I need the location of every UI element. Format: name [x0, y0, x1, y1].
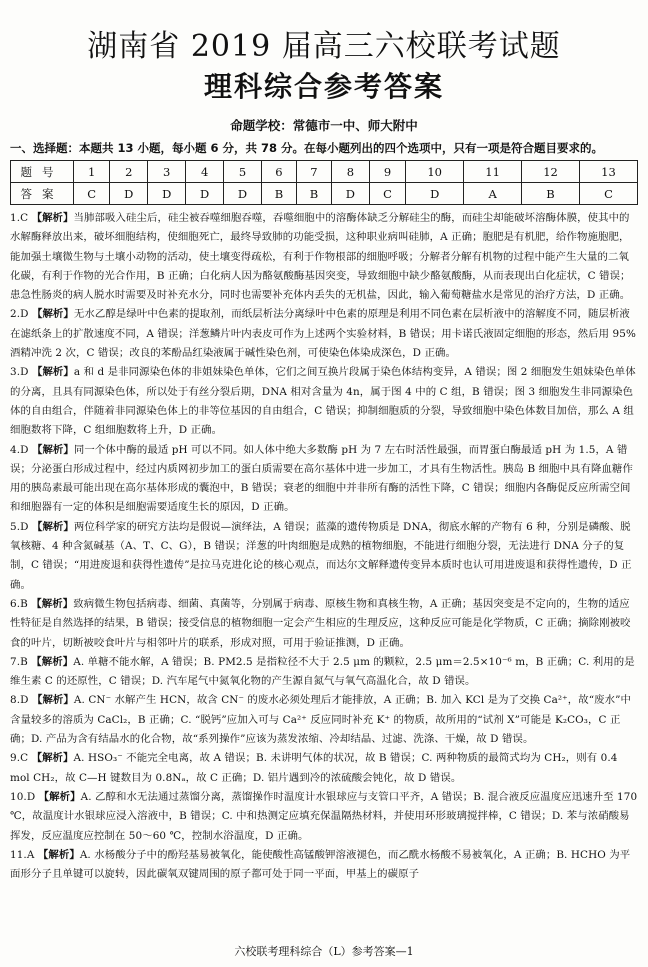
table-cell: 1: [74, 161, 110, 183]
question-answer: 11.A: [10, 848, 38, 861]
analysis-tag: 【解析】: [37, 848, 80, 861]
question-answer: 1.C: [10, 212, 32, 224]
explanation-item: [10, 305, 638, 363]
table-cell: 4: [186, 161, 224, 183]
explanation-item: [10, 846, 638, 885]
table-row-numbers: [11, 161, 638, 183]
table-cell: 10: [406, 161, 464, 183]
explanation-item: [10, 653, 638, 692]
question-answer: 8.D: [10, 694, 32, 707]
explanations: [10, 209, 638, 884]
explanation-item: [10, 363, 638, 440]
analysis-tag: 【解析】: [31, 597, 74, 610]
explanation-text: A. CN⁻ 水解产生 HCN，故含 CN⁻ 的废水必须处理后才能排放，A 正确；B. 加入 KCl 是为了交换 Ca²⁺，故“废水”中含量较多的溶质为 CaCl₂，B 正确；C. “脱钙”应加入可与 Ca²⁺ 反应同时补充 K⁺ 的物质，故所用的“试剂 X”可能是 K₂CO₃，C 正确；D. 产品为含有结晶水的化合物，故“系列操作”应该为蒸发浓缩、冷却结晶、过滤、洗涤、干燥，故 D 错误。: [10, 694, 631, 746]
explanation-text: 当肺部吸入硅尘后，硅尘被吞噬细胞吞噬，吞噬细胞中的溶酶体缺乏分解硅尘的酶，而硅尘却能破坏溶酶体膜，使其中的水解酶释放出来，破坏细胞结构，使细胞死亡，最终导致肺的功能受损，这种职业病叫硅肺，A 正确；胞肥是有机肥，给作物施胞肥，能加强土壤微生物与土壤小动物的活动，使土壤变得疏松，有利于作物根部的细胞呼吸；分解者分解有机物的过程中能产生大量的二氧化碳，有利于作物的光合作用，B 正确；白化病人因为酪氨酸酶基因突变，导致细胞中缺少酪氨酸酶，从而表现出白化症状，C 错误；患急性肠炎的病人脱水时需要及时补充水分，同时也需要补充体内丢失的无机盐，因此，输入葡萄糖盐水是常见的治疗方法，D 正确。: [10, 212, 631, 302]
explanation-item: [10, 691, 638, 749]
table-cell: 9: [369, 161, 405, 183]
table-cell: 13: [579, 161, 637, 183]
analysis-tag: 【解析】: [31, 752, 74, 765]
table-cell: D: [331, 183, 369, 205]
explanation-text: A. HSO₃⁻ 不能完全电离，故 A 错误；B. 未讲明气体的状况，故 B 错误；C. 两种物质的最简式均为 CH₂，则有 0.4 mol CH₂，故 C—H 键数目为 0.8Nₐ，故 C 正确；D. 铝片遇到冷的浓硫酸会钝化，故 D 错误。: [10, 752, 618, 784]
explanation-text: 两位科学家的研究方法均是假说—演绎法，A 错误；蓝藻的遗传物质是 DNA，彻底水解的产物有 6 种，分别是磷酸、脱氧核糖、4 种含氮碱基（A、T、C、G），B 错误；洋葱的叶肉细胞是成熟的植物细胞，不能进行细胞分裂，无法进行 DNA 分子的复制，C 错误；“用进废退和获得性遗传”是拉马克进化论的核心观点，而达尔文解释遗传变异本质时也认可用进废退和获得性遗传，D 正确。: [10, 520, 632, 591]
table-cell: D: [110, 183, 148, 205]
analysis-tag: 【解析】: [31, 655, 74, 668]
table-cell: 8: [331, 161, 369, 183]
analysis-tag: 【解析】: [31, 366, 74, 379]
table-cell: 2: [110, 161, 148, 183]
table-cell: B: [261, 183, 296, 205]
table-cell: C: [74, 183, 110, 205]
explanation-text: A. 单糖不能水解，A 错误；B. PM2.5 是指粒径不大于 2.5 μm 的颗粒，2.5 μm＝2.5×10⁻⁶ m，B 正确；C. 利用的是维生素 C 的还原性，C 错误；D. 汽车尾气中氮氧化物的产生源自氮气与氧气高温化合，故 D 错误。: [10, 655, 635, 688]
table-cell: B: [296, 183, 331, 205]
school-info: 命题学校：常德市一中、师大附中: [230, 118, 418, 133]
question-answer: 7.B: [10, 655, 32, 668]
explanation-item: [10, 209, 638, 305]
question-answer: 3.D: [10, 366, 32, 379]
table-cell: A: [464, 183, 522, 205]
table-cell: C: [369, 183, 405, 205]
analysis-tag: 【解析】: [31, 443, 74, 456]
analysis-tag: 【解析】: [31, 308, 74, 321]
table-row-answers: [11, 183, 638, 205]
table-cell: D: [406, 183, 464, 205]
table-cell: 6: [261, 161, 296, 183]
explanation-text: A. 水杨酸分子中的酚羟基易被氧化，能使酸性高锰酸钾溶液褪色，而乙酰水杨酸不易被氧化，A 正确；B. HCHO 为平面形分子且单键可以旋转，因此碳氧双键周围的原子都可处于同一平面，甲基上的碳原子: [10, 848, 631, 881]
question-answer: 10.D: [10, 790, 39, 803]
question-answer: 9.C: [10, 752, 32, 765]
explanation-item: [10, 595, 638, 653]
explanation-text: 无水乙醇是绿叶中色素的提取剂，而纸层析法分离绿叶中色素的原理是利用不同色素在层析液中的溶解度不同，随层析液在滤纸条上的扩散速度不同，A 错误；洋葱鳞片叶内表皮可作为上述两个实验材料，B 错误；用卡诺氏液固定细胞的形态，然后用 95%酒精冲洗 2 次，C 错误；改良的苯酚品红染液属于碱性染色剂，可使染色体染成深色，D 正确。: [10, 308, 636, 360]
table-cell: D: [186, 183, 224, 205]
analysis-tag: 【解析】: [31, 694, 74, 707]
explanation-item: [10, 788, 638, 846]
row-label-number: 题号: [11, 161, 74, 183]
answer-table: [10, 160, 638, 205]
explanation-text: A. 乙醇和水无法通过蒸馏分离，蒸馏操作时温度计水银球应与支管口平齐，A 错误；B. 混合液反应温度应迅速升至 170 ℃，故温度计水银球应浸入溶液中，B 错误；C. 中和热测定应填充保温隔热材料，并使用环形玻璃搅拌棒，C 错误；D. 苯与浓硝酸易挥发，反应温度应控制在 50～60 ℃，控制水浴温度，D 正确。: [10, 790, 638, 842]
table-cell: D: [224, 183, 262, 205]
table-cell: 3: [148, 161, 186, 183]
explanation-text: 致病微生物包括病毒、细菌、真菌等，分别属于病毒、原核生物和真核生物，A 正确；基因突变是不定向的，生物的适应性特征是自然选择的结果，B 错误；接受信息的植物细胞一定会产生相应的生理反应，这种反应可能是化学物质，C 正确；摘除刚被咬食的叶片，切断被咬食叶片与相邻叶片的联系，形成对照，可用于验证推测，D 正确。: [10, 597, 631, 649]
explanation-item: [10, 441, 638, 518]
page-subtitle: 理科综合参考答案: [203, 70, 444, 103]
explanation-item: [10, 518, 638, 595]
section-heading: 一、选择题：本题共 13 小题，每小题 6 分，共 78 分。在每小题列出的四个选项中，只有一项是符合题目要求的。: [10, 141, 604, 155]
table-cell: 12: [522, 161, 580, 183]
table-cell: 5: [224, 161, 262, 183]
page-title: 湖南省 2019 届高三六校联考试题: [87, 29, 561, 64]
row-label-answer: 答案: [11, 183, 74, 205]
explanation-item: [10, 749, 638, 788]
question-answer: 2.D: [10, 308, 32, 321]
table-cell: D: [148, 183, 186, 205]
explanation-text: 同一个体中酶的最适 pH 可以不同。如人体中绝大多数酶 pH 为 7 左右时活性最强，而胃蛋白酶最适 pH 为 1.5，A 错误；分泌蛋白形成过程中，经过内质网初步加工的蛋白质需要在高尔基体中进一步加工，才具有生物活性。胰岛 B 细胞中具有降血糖作用的胰岛素最可能出现在高尔基体形成的囊泡中，B 错误；衰老的细胞中并非所有酶的活性下降，C 错误；细胞内各酶促反应所需空间和细胞器有一定的体积是细胞需要适度生长的原因，D 正确。: [10, 443, 633, 514]
explanation-text: a 和 d 是非同源染色体的非姐妹染色单体，它们之间互换片段属于染色体结构变异，A 错误；图 2 细胞发生姐妹染色单体的分离，且具有同源染色体，所以处于有丝分裂后期，DNA 相对含量为 4n，属于图 4 中的 C 组，B 错误；图 3 细胞发生非同源染色体的自由组合，伴随着非同源染色体上的非等位基因的自由组合，C 错误；抑制细胞质的分裂，导致细胞中染色体数目加倍，那么 A 组细胞数将下降，C 组细胞数将上升，D 正确。: [10, 366, 636, 437]
page-footer: 六校联考理科综合（L）参考答案—1: [234, 945, 414, 958]
table-cell: 11: [464, 161, 522, 183]
analysis-tag: 【解析】: [38, 790, 81, 803]
question-answer: 4.D: [10, 443, 32, 456]
question-answer: 5.D: [10, 520, 32, 533]
table-cell: 7: [296, 161, 331, 183]
table-cell: B: [522, 183, 580, 205]
analysis-tag: 【解析】: [31, 212, 74, 224]
table-cell: C: [579, 183, 637, 205]
analysis-tag: 【解析】: [31, 520, 74, 533]
question-answer: 6.B: [10, 597, 32, 610]
